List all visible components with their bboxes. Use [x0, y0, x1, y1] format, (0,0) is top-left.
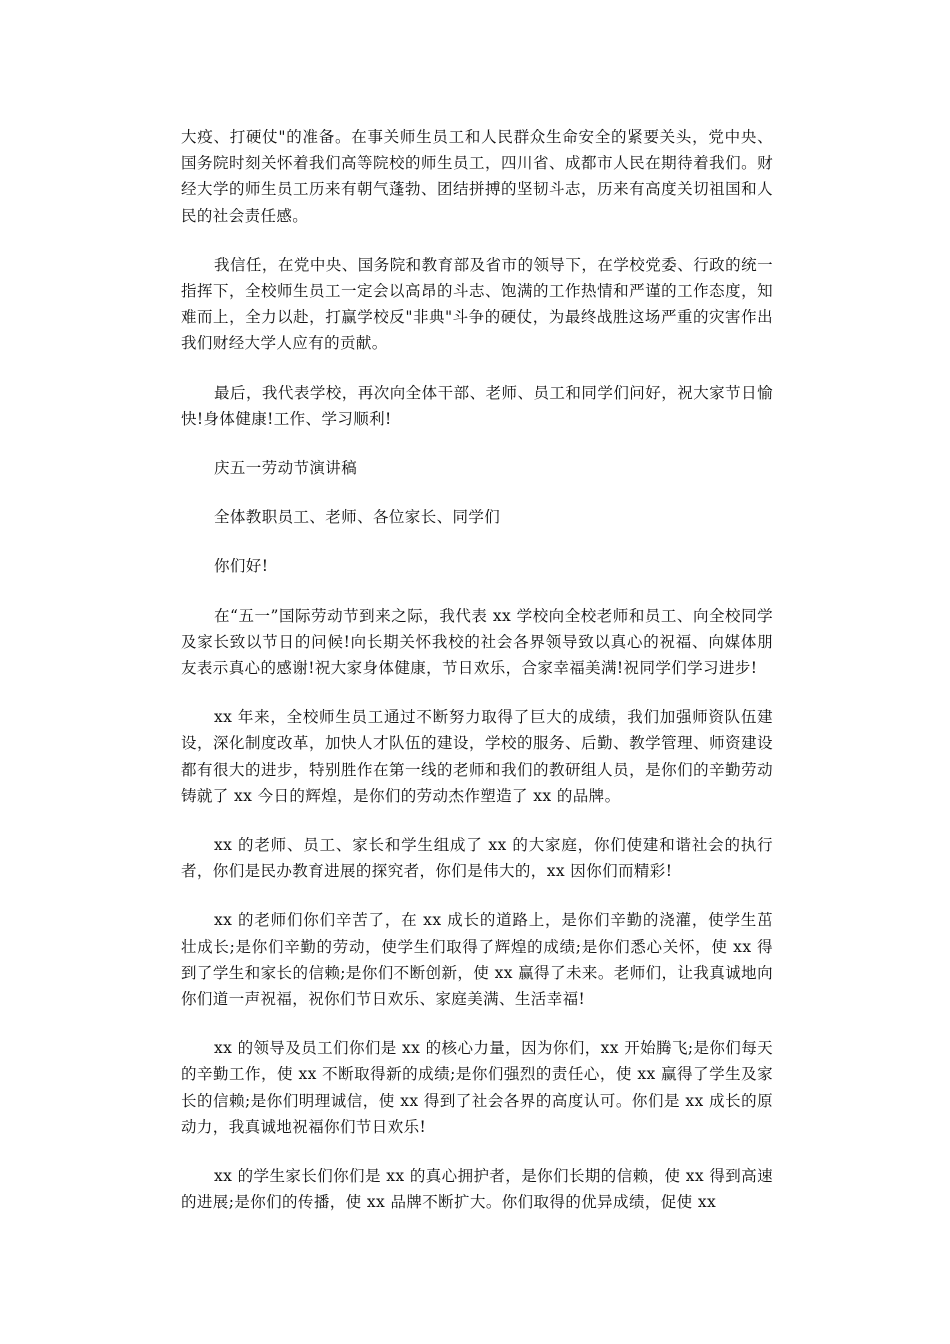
- paragraph-12: xx 的学生家长们你们是 xx 的真心拥护者，是你们长期的信赖，使 xx 得到高速的进展;是你们的传播，使 xx 品牌不断扩大。你们取得的优异成绩，促使 xx: [181, 1167, 773, 1212]
- paragraph-9: xx 的老师、员工、家长和学生组成了 xx 的大家庭，你们使建和谐社会的执行者，你们是民办教育进展的探究者，你们是伟大的，xx 因你们而精彩!: [181, 836, 773, 881]
- paragraph-3: 最后，我代表学校，再次向全体干部、老师、员工和同学们问好，祝大家节日愉快!身体健康!工作、学习顺利!: [181, 383, 773, 428]
- greeting: 你们好!: [214, 557, 269, 576]
- paragraph-2: 我信任，在党中央、国务院和教育部及省市的领导下，在学校党委、行政的统一指挥下，全校师生员工一定会以高昂的斗志、饱满的工作热情和严谨的工作态度，知难而上，全力以赴，打赢学校反"非典"斗争的硬仗，为最终战胜这场严重的灾害作出我们财经大学人应有的贡献。: [181, 255, 773, 353]
- salutation: 全体教职员工、老师、各位家长、同学们: [214, 508, 501, 527]
- paragraph-7: 在“五一”国际劳动节到来之际，我代表 xx 学校向全校老师和员工、向全校同学及家长致以节日的问候!向长期关怀我校的社会各界领导致以真心的祝福、向媒体朋友表示真心的感谢!祝大家身体健康，节日欢乐，合家幸福美满!祝同学们学习进步!: [181, 606, 773, 678]
- paragraph-11: xx 的领导及员工们你们是 xx 的核心力量，因为你们，xx 开始腾飞;是你们每天的辛勤工作，使 xx 不断取得新的成绩;是你们强烈的责任心，使 xx 赢得了学生及家长的信赖;是你们明理诚信，使 xx 得到了社会各界的高度认可。你们是 xx 成长的原动力，我真诚地祝福你们节日欢乐!: [181, 1039, 773, 1136]
- paragraph-10: xx 的老师们你们辛苦了，在 xx 成长的道路上，是你们辛勤的浇灌，使学生茁壮成长;是你们辛勤的劳动，使学生们取得了辉煌的成绩;是你们悉心关怀，使 xx 得到了学生和家长的信赖;是你们不断创新，使 xx 赢得了未来。老师们，让我真诚地向你们道一声祝福，祝你们节日欢乐、家庭美满、生活幸福!: [181, 911, 773, 1009]
- paragraph-8: xx 年来，全校师生员工通过不断努力取得了巨大的成绩，我们加强师资队伍建设，深化制度改革，加快人才队伍的建设，学校的服务、后勤、教学管理、师资建设都有很大的进步，特别胜作在第一线的老师和我们的教研组人员，是你们的辛勤劳动铸就了 xx 今日的辉煌，是你们的劳动杰作塑造了 xx 的品牌。: [181, 708, 773, 805]
- document-body: [181, 124, 773, 1239]
- paragraph-1: 大疫、打硬仗"的准备。在事关师生员工和人民群众生命安全的紧要关头，党中央、国务院时刻关怀着我们高等院校的师生员工，四川省、成都市人民在期待着我们。财经大学的师生员工历来有朝气蓬勃、团结拼搏的坚韧斗志，历来有高度关切祖国和人民的社会责任感。: [181, 128, 773, 225]
- speech-title: 庆五一劳动节演讲稿: [214, 459, 358, 478]
